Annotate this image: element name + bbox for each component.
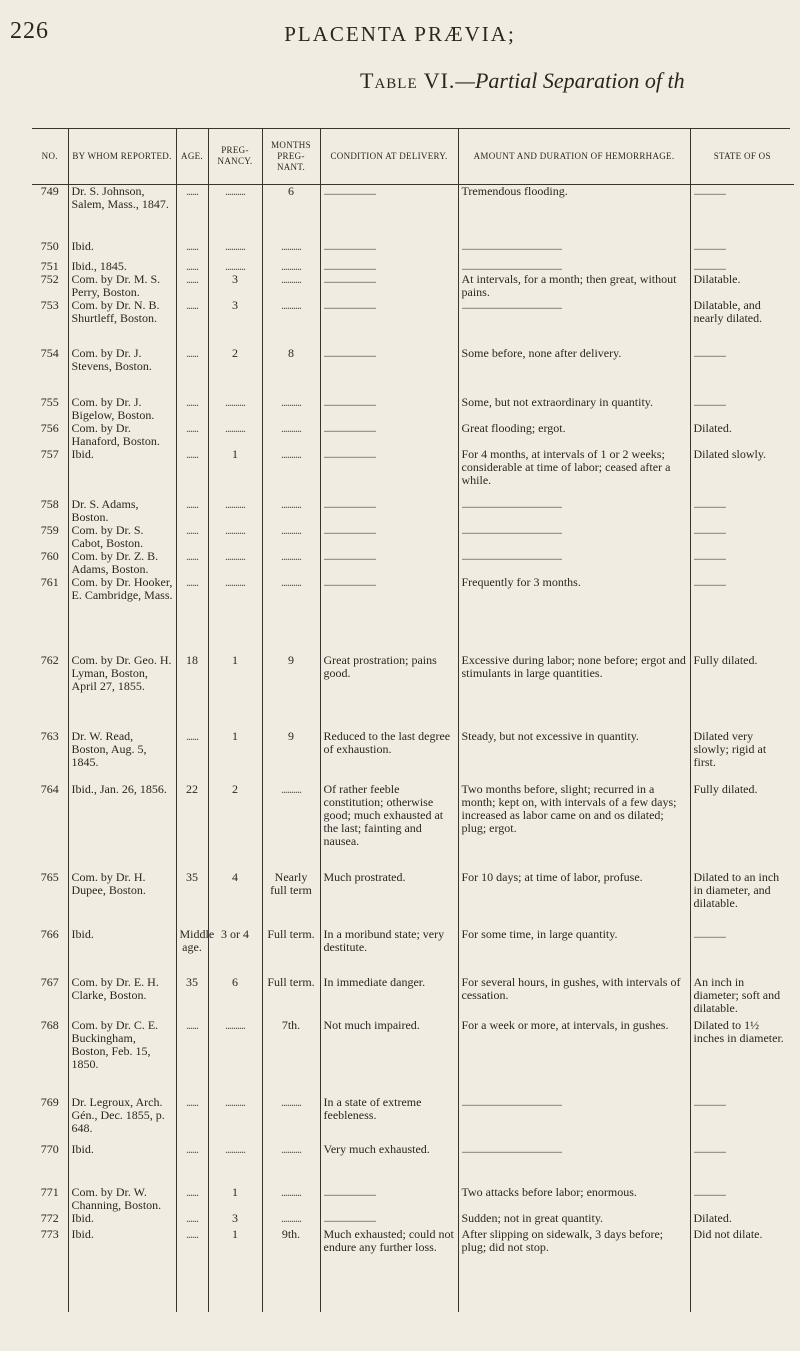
- cell-condition: ..........................: [320, 240, 458, 260]
- cell-reporter: Com. by Dr. Z. B. Adams, Boston.: [68, 550, 176, 576]
- cell-age: ......: [176, 422, 208, 448]
- table-row: [32, 576, 794, 654]
- cell-hemorrhage: For some time, in large quantity.: [458, 928, 690, 976]
- cell-condition: Much exhausted; could not endure any further loss.: [320, 1228, 458, 1312]
- table-row: [32, 730, 794, 783]
- cell-hemorrhage: ..................................................: [458, 550, 690, 576]
- cell-months: 9: [262, 730, 320, 783]
- table-row: [32, 928, 794, 976]
- cell-pregnancy: 3: [208, 299, 262, 347]
- cell-pregnancy: ..........: [208, 422, 262, 448]
- table-row: [32, 185, 794, 240]
- cell-hemorrhage: Some before, none after delivery.: [458, 347, 690, 396]
- cell-no: 768: [40, 1017, 59, 1032]
- cell-age: ......: [176, 1186, 208, 1212]
- cell-hemorrhage: Frequently for 3 months.: [458, 576, 690, 654]
- cell-months: 9th.: [262, 1228, 320, 1312]
- cell-os: ................: [690, 1186, 794, 1212]
- cell-age: 35: [176, 871, 208, 928]
- cell-reporter: Ibid., 1845.: [68, 260, 176, 273]
- col-header-no: NO.: [32, 128, 68, 185]
- cell-pregnancy: ..........: [208, 576, 262, 654]
- cell-age: ......: [176, 1143, 208, 1186]
- cell-os: ................: [690, 550, 794, 576]
- cell-hemorrhage: ..................................................: [458, 240, 690, 260]
- cell-no: 763: [40, 728, 59, 743]
- cell-no: 757: [40, 446, 59, 461]
- cell-no: 771: [40, 1184, 59, 1199]
- cell-hemorrhage: Steady, but not excessive in quantity.: [458, 730, 690, 783]
- col-header-hemorrhage: AMOUNT AND DURATION OF HEMORRHAGE.: [458, 128, 690, 185]
- cell-reporter: Com. by Dr. M. S. Perry, Boston.: [68, 273, 176, 299]
- cell-months: 7th.: [262, 1019, 320, 1096]
- table-row: [32, 273, 794, 299]
- cell-pregnancy: ..........: [208, 185, 262, 240]
- table-row: [32, 550, 794, 576]
- table-row: [32, 976, 794, 1019]
- table-row: [32, 783, 794, 871]
- cell-condition: ..........................: [320, 1186, 458, 1212]
- cell-hemorrhage: Great flooding; ergot.: [458, 422, 690, 448]
- cell-no: 766: [40, 926, 59, 941]
- cell-condition: ..........................: [320, 299, 458, 347]
- cell-pregnancy: 1: [208, 448, 262, 498]
- cell-pregnancy: 3: [208, 1212, 262, 1228]
- cell-months: ..........: [262, 260, 320, 273]
- cell-condition: Much prostrated.: [320, 871, 458, 928]
- cell-months: ..........: [262, 273, 320, 299]
- cell-age: ......: [176, 273, 208, 299]
- table-title-text: —Partial Separation of th: [455, 68, 685, 93]
- cell-pregnancy: 1: [208, 730, 262, 783]
- cell-os: ................: [690, 1143, 794, 1186]
- cell-pregnancy: ..........: [208, 396, 262, 422]
- table-row: [32, 1212, 794, 1228]
- col-header-age: AGE.: [176, 128, 208, 185]
- cell-no: 761: [40, 574, 59, 589]
- cell-no: 769: [40, 1094, 59, 1109]
- cell-condition: ..........................: [320, 260, 458, 273]
- cell-months: ..........: [262, 498, 320, 524]
- cell-reporter: Com. by Dr. J. Stevens, Boston.: [68, 347, 176, 396]
- cell-age: 22: [176, 783, 208, 871]
- table-row: [32, 871, 794, 928]
- table-row: [32, 240, 794, 260]
- cell-os: Dilated to 1½ inches in diameter.: [690, 1019, 794, 1096]
- cell-pregnancy: ..........: [208, 240, 262, 260]
- cell-age: ......: [176, 448, 208, 498]
- cell-age: ......: [176, 396, 208, 422]
- table-row: [32, 448, 794, 498]
- cell-hemorrhage: For 10 days; at time of labor, profuse.: [458, 871, 690, 928]
- cell-reporter: Ibid.: [68, 240, 176, 260]
- cell-condition: ..........................: [320, 576, 458, 654]
- cell-hemorrhage: At intervals, for a month; then great, without pains.: [458, 273, 690, 299]
- cell-pregnancy: 1: [208, 654, 262, 730]
- cell-no: 767: [40, 974, 59, 989]
- cell-condition: In a state of extreme feebleness.: [320, 1096, 458, 1143]
- cell-age: ......: [176, 240, 208, 260]
- cell-reporter: Ibid.: [68, 928, 176, 976]
- cell-no: 756: [40, 420, 59, 435]
- cell-reporter: Com. by Dr. N. B. Shurtleff, Boston.: [68, 299, 176, 347]
- cell-reporter: Com. by Dr. S. Cabot, Boston.: [68, 524, 176, 550]
- cell-condition: ..........................: [320, 550, 458, 576]
- cell-no: 765: [40, 869, 59, 884]
- cell-reporter: Dr. S. Adams, Boston.: [68, 498, 176, 524]
- cell-age: ......: [176, 347, 208, 396]
- table-body: [32, 185, 794, 1312]
- cell-os: ................: [690, 1096, 794, 1143]
- col-header-condition: CONDITION AT DELIVERY.: [320, 128, 458, 185]
- cell-condition: Very much exhausted.: [320, 1143, 458, 1186]
- cell-os: Dilatable, and nearly dilated.: [690, 299, 794, 347]
- table-label: Table VI.: [360, 68, 456, 93]
- cell-os: Dilated slowly.: [690, 448, 794, 498]
- cell-months: ..........: [262, 576, 320, 654]
- cell-age: 18: [176, 654, 208, 730]
- cell-condition: In a moribund state; very destitute.: [320, 928, 458, 976]
- cell-pregnancy: ..........: [208, 550, 262, 576]
- cell-reporter: Com. by Dr. E. H. Clarke, Boston.: [68, 976, 176, 1019]
- cell-months: ..........: [262, 783, 320, 871]
- cell-hemorrhage: Two attacks before labor; enormous.: [458, 1186, 690, 1212]
- cell-months: Full term.: [262, 976, 320, 1019]
- cell-reporter: Dr. Legroux, Arch. Gén., Dec. 1855, p. 648.: [68, 1096, 176, 1143]
- cell-months: ..........: [262, 1212, 320, 1228]
- cell-hemorrhage: ..................................................: [458, 524, 690, 550]
- cell-os: ................: [690, 240, 794, 260]
- cell-hemorrhage: Some, but not extraordinary in quantity.: [458, 396, 690, 422]
- running-head: PLACENTA PRÆVIA;: [284, 22, 516, 46]
- cell-no: 753: [40, 297, 59, 312]
- cell-os: Fully dilated.: [690, 783, 794, 871]
- col-header-os: STATE OF OS: [690, 128, 794, 185]
- cell-reporter: Com. by Dr. Hanaford, Boston.: [68, 422, 176, 448]
- cell-hemorrhage: For a week or more, at intervals, in gushes.: [458, 1019, 690, 1096]
- cell-age: ......: [176, 730, 208, 783]
- cell-condition: ..........................: [320, 1212, 458, 1228]
- cell-age: ......: [176, 1096, 208, 1143]
- cell-pregnancy: ..........: [208, 260, 262, 273]
- cell-os: Dilated.: [690, 1212, 794, 1228]
- cell-os: Dilated to an inch in diameter, and dilatable.: [690, 871, 794, 928]
- cell-reporter: Ibid.: [68, 1228, 176, 1312]
- col-header-months: MONTHS PREG-NANT.: [262, 128, 320, 185]
- table-title: [360, 68, 685, 94]
- cell-reporter: Com. by Dr. J. Bigelow, Boston.: [68, 396, 176, 422]
- table-row: [32, 498, 794, 524]
- cell-no: 764: [40, 781, 59, 796]
- cell-months: ..........: [262, 550, 320, 576]
- cell-condition: ..........................: [320, 347, 458, 396]
- cell-reporter: Com. by Dr. Hooker, E. Cambridge, Mass.: [68, 576, 176, 654]
- cell-condition: ..........................: [320, 448, 458, 498]
- cell-age: Middle age.: [176, 928, 208, 976]
- cell-condition: ..........................: [320, 396, 458, 422]
- cell-age: ......: [176, 260, 208, 273]
- cell-reporter: Dr. S. Johnson, Salem, Mass., 1847.: [68, 185, 176, 240]
- table-row: [32, 1143, 794, 1186]
- cell-pregnancy: 6: [208, 976, 262, 1019]
- cell-months: 9: [262, 654, 320, 730]
- cell-os: ................: [690, 498, 794, 524]
- cell-months: 8: [262, 347, 320, 396]
- cell-reporter: Ibid.: [68, 448, 176, 498]
- cell-months: ..........: [262, 1186, 320, 1212]
- cell-reporter: Dr. W. Read, Boston, Aug. 5, 1845.: [68, 730, 176, 783]
- cell-pregnancy: 4: [208, 871, 262, 928]
- cell-age: ......: [176, 576, 208, 654]
- cell-no: 762: [40, 652, 59, 667]
- cell-hemorrhage: For several hours, in gushes, with intervals of cessation.: [458, 976, 690, 1019]
- cell-pregnancy: 2: [208, 347, 262, 396]
- cell-pregnancy: 3 or 4: [208, 928, 262, 976]
- cell-os: ................: [690, 396, 794, 422]
- cell-pregnancy: 2: [208, 783, 262, 871]
- cell-no: 749: [40, 184, 59, 198]
- table-row: [32, 1019, 794, 1096]
- cell-condition: Reduced to the last degree of exhaustion.: [320, 730, 458, 783]
- cell-age: ......: [176, 1228, 208, 1312]
- page-number: 226: [10, 18, 49, 44]
- cell-months: ..........: [262, 1096, 320, 1143]
- cell-no: 773: [40, 1226, 59, 1241]
- cell-months: ..........: [262, 422, 320, 448]
- cell-condition: Of rather feeble constitution; otherwise good; much exhausted at the last; fainting and nausea.: [320, 783, 458, 871]
- cell-pregnancy: 1: [208, 1228, 262, 1312]
- cell-hemorrhage: ..................................................: [458, 299, 690, 347]
- cell-pregnancy: ..........: [208, 498, 262, 524]
- cell-os: Dilated.: [690, 422, 794, 448]
- cell-age: 35: [176, 976, 208, 1019]
- partial-separation-table: [32, 128, 794, 1312]
- cell-os: ................: [690, 576, 794, 654]
- cell-reporter: Com. by Dr. H. Dupee, Boston.: [68, 871, 176, 928]
- table-row: [32, 1228, 794, 1312]
- cell-condition: In immediate danger.: [320, 976, 458, 1019]
- cell-hemorrhage: ..................................................: [458, 498, 690, 524]
- cell-months: ..........: [262, 1143, 320, 1186]
- cell-age: ......: [176, 498, 208, 524]
- cell-age: ......: [176, 524, 208, 550]
- cell-reporter: Ibid.: [68, 1212, 176, 1228]
- cell-pregnancy: 1: [208, 1186, 262, 1212]
- cell-os: ................: [690, 524, 794, 550]
- table-row: [32, 299, 794, 347]
- cell-pregnancy: ..........: [208, 1143, 262, 1186]
- cell-months: ..........: [262, 448, 320, 498]
- cell-condition: Great prostration; pains good.: [320, 654, 458, 730]
- table-row: [32, 524, 794, 550]
- cell-no: 759: [40, 522, 59, 537]
- cell-months: ..........: [262, 240, 320, 260]
- cell-no: 752: [40, 271, 59, 286]
- cell-months: ..........: [262, 299, 320, 347]
- table-row: [32, 1186, 794, 1212]
- cell-months: ..........: [262, 524, 320, 550]
- cell-reporter: Ibid.: [68, 1143, 176, 1186]
- cell-os: Fully dilated.: [690, 654, 794, 730]
- cell-hemorrhage: For 4 months, at intervals of 1 or 2 weeks; considerable at time of labor; ceased after a while.: [458, 448, 690, 498]
- cell-condition: ..........................: [320, 498, 458, 524]
- cell-hemorrhage: ..................................................: [458, 1096, 690, 1143]
- cell-reporter: Com. by Dr. W. Channing, Boston.: [68, 1186, 176, 1212]
- cell-age: ......: [176, 299, 208, 347]
- cell-months: Nearly full term: [262, 871, 320, 928]
- cell-hemorrhage: Excessive during labor; none before; ergot and stimulants in large quantities.: [458, 654, 690, 730]
- cell-no: 772: [40, 1210, 59, 1225]
- cell-pregnancy: 3: [208, 273, 262, 299]
- cell-condition: ..........................: [320, 185, 458, 240]
- cell-os: Dilated very slowly; rigid at first.: [690, 730, 794, 783]
- col-header-pregnancy: PREG-NANCY.: [208, 128, 262, 185]
- cell-months: ..........: [262, 396, 320, 422]
- cell-hemorrhage: Two months before, slight; recurred in a month; kept on, with intervals of a few days; increased as labor came on and os dilated; plug; ergot.: [458, 783, 690, 871]
- cell-age: ......: [176, 1019, 208, 1096]
- cell-os: ................: [690, 260, 794, 273]
- cell-pregnancy: ..........: [208, 524, 262, 550]
- cell-age: ......: [176, 550, 208, 576]
- cell-age: ......: [176, 185, 208, 240]
- cell-os: Dilatable.: [690, 273, 794, 299]
- cell-condition: Not much impaired.: [320, 1019, 458, 1096]
- table-row: [32, 396, 794, 422]
- cell-no: 754: [40, 345, 59, 360]
- cell-no: 758: [40, 496, 59, 511]
- table-row: [32, 654, 794, 730]
- cell-condition: ..........................: [320, 422, 458, 448]
- cell-hemorrhage: ..................................................: [458, 260, 690, 273]
- table-row: [32, 260, 794, 273]
- cell-pregnancy: ..........: [208, 1019, 262, 1096]
- cell-os: An inch in diameter; soft and dilatable.: [690, 976, 794, 1019]
- table-row: [32, 422, 794, 448]
- table-row: [32, 1096, 794, 1143]
- cell-no: 751: [40, 258, 59, 273]
- cell-os: Did not dilate.: [690, 1228, 794, 1312]
- cell-condition: ..........................: [320, 524, 458, 550]
- cell-pregnancy: ..........: [208, 1096, 262, 1143]
- table-header-row: [32, 128, 794, 185]
- cell-reporter: Com. by Dr. C. E. Buckingham, Boston, Feb. 15, 1850.: [68, 1019, 176, 1096]
- cell-no: 750: [40, 238, 59, 253]
- cell-no: 760: [40, 548, 59, 563]
- cell-reporter: Ibid., Jan. 26, 1856.: [68, 783, 176, 871]
- cell-hemorrhage: Tremendous flooding.: [458, 185, 690, 240]
- page-header: [0, 0, 800, 115]
- cell-condition: ..........................: [320, 273, 458, 299]
- cell-months: Full term.: [262, 928, 320, 976]
- table-row: [32, 347, 794, 396]
- cell-age: ......: [176, 1212, 208, 1228]
- cell-hemorrhage: After slipping on sidewalk, 3 days before; plug; did not stop.: [458, 1228, 690, 1312]
- cell-os: ................: [690, 185, 794, 240]
- cell-months: 6: [262, 185, 320, 240]
- cell-os: ................: [690, 347, 794, 396]
- cell-no: 770: [40, 1141, 59, 1156]
- cell-hemorrhage: Sudden; not in great quantity.: [458, 1212, 690, 1228]
- col-header-reporter: BY WHOM REPORTED.: [68, 128, 176, 185]
- cell-hemorrhage: ..................................................: [458, 1143, 690, 1186]
- cell-reporter: Com. by Dr. Geo. H. Lyman, Boston, April 27, 1855.: [68, 654, 176, 730]
- cell-no: 755: [40, 394, 59, 409]
- cell-os: ................: [690, 928, 794, 976]
